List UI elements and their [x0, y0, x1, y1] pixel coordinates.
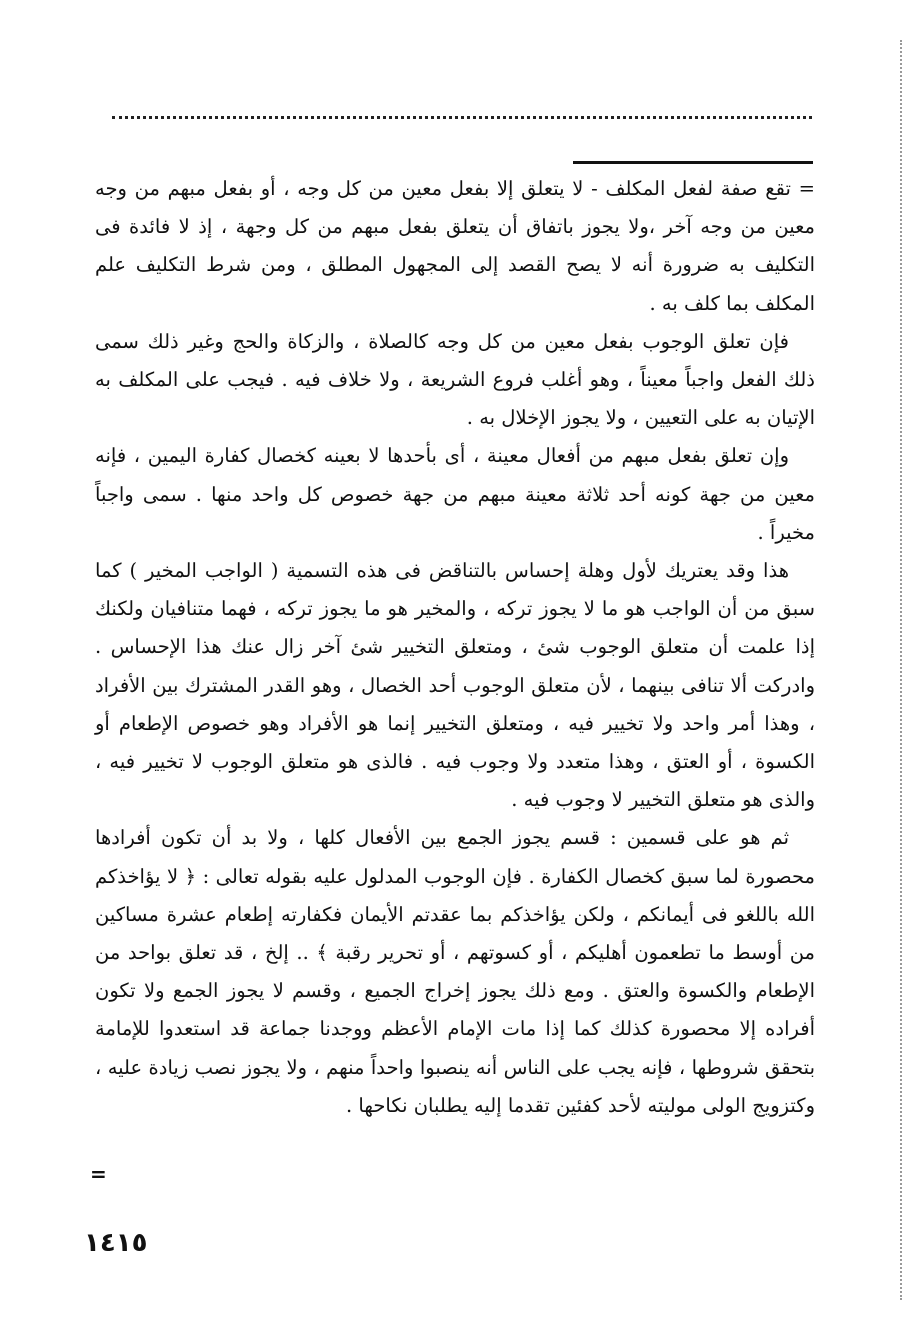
continuation-mark: =: [90, 1162, 107, 1186]
paragraph-continuation: = تقع صفة لفعل المكلف - لا يتعلق إلا بفعل معين من كل وجه ، أو بفعل مبهم من وجه معين من وجه آخر ،ولا يجوز باتفاق أن يتعلق بفعل مبهم من كل وجهة ، إذ لا فائدة فى التكليف به ضرورة أنه لا يصح القصد إلى المجهول المطلق ، ومن شرط التكليف علم المكلف بما كلف به .: [95, 177, 815, 315]
paragraph-contradiction-note: هذا وقد يعتريك لأول وهلة إحساس بالتناقض فى هذه التسمية ( الواجب المخير ) كما سبق من أن الواجب هو ما لا يجوز تركه ، والمخير هو ما يجوز تركه ، فهما متنافيان ولكنك إذا علمت أن متعلق الوجوب شئ ، ومتعلق التخيير شئ آخر زال عنك هذا الإحساس . وادركت ألا تنافى بينهما ، لأن متعلق الوجوب أحد الخصال ، وهو القدر المشترك بين الأفراد ، وهذا أمر واحد ولا تخيير فيه ، ومتعلق التخيير إنما هو الأفراد وهو خصوص الإطعام أو الكسوة ، أو العتق ، وهذا متعدد ولا وجوب فيه . فالذى هو متعلق الوجوب لا تخيير فيه ، والذى هو متعلق التخيير لا وجوب فيه .: [95, 559, 815, 812]
dotted-separator: [112, 116, 812, 129]
main-text: [95, 170, 815, 1125]
margin-dotted-line: [900, 40, 902, 1300]
paragraph-specific-obligation: فإن تعلق الوجوب بفعل معين من كل وجه كالصلاة ، والزكاة والحج وغير ذلك سمى ذلك الفعل واجباً معيناً ، وهو أغلب فروع الشريعة ، ولا خلاف فيه . فيجب على المكلف به الإتيان به على التعيين ، ولا يجوز الإخلال به .: [95, 329, 815, 430]
page-number: ١٤١٥: [84, 1228, 148, 1258]
paragraph-optional-obligation: وإن تعلق بفعل مبهم من أفعال معينة ، أى بأحدها لا بعينه كخصال كفارة اليمين ، فإنه معين من جهة كونه أحد ثلاثة معينة مبهم من جهة خصوص كل واحد منها . سمى واجباً مخيراً .: [95, 444, 815, 544]
footnote-rule: [573, 161, 813, 164]
paragraph-two-types: ثم هو على قسمين : قسم يجوز الجمع بين الأفعال كلها ، ولا بد أن تكون أفرادها محصورة لما سبق كخصال الكفارة . فإن الوجوب المدلول عليه بقوله تعالى : ﴿ لا يؤاخذكم الله باللغو فى أيمانكم ، ولكن يؤاخذكم بما عقدتم الأيمان فكفارته إطعام عشرة مساكين من أوسط ما تطعمون أهليكم ، أو كسوتهم ، أو تحرير رقبة ﴾ .. إلخ ، قد تعلق بواحد من الإطعام والكسوة والعتق . ومع ذلك يجوز إخراج الجميع ، وقسم لا يجوز الجمع ولا تكون أفراده إلا محصورة كذلك كما إذا مات الإمام الأعظم ووجدنا جماعة قد استعدوا للإمامة بتحقق شروطها ، فإنه يجب على الناس أنه ينصبوا واحداً منهم ، ولا يجوز نصب زيادة عليه ، وكتزويج الولى موليته لأحد كفئين تقدما إليه يطلبان نكاحها .: [95, 826, 815, 1117]
